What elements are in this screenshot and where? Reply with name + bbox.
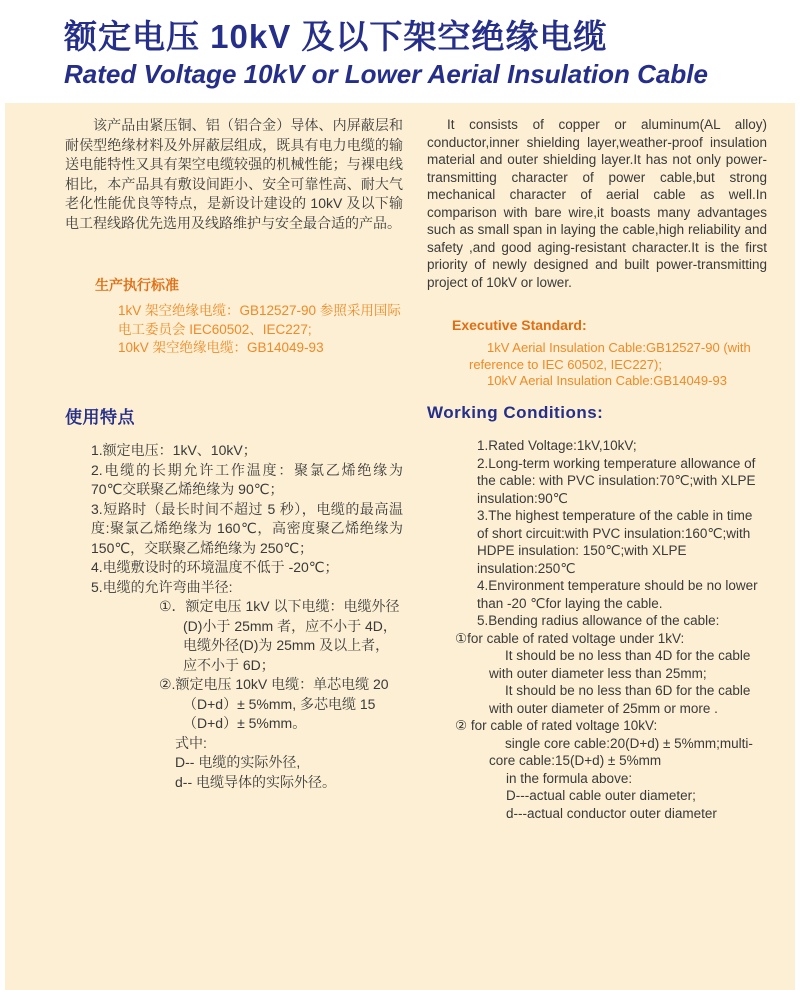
list-item: d-- 电缆导体的实际外径。 (175, 773, 336, 790)
working-conditions-list (427, 437, 767, 822)
page-title-english: Rated Voltage 10kV or Lower Aerial Insulation Cable (64, 58, 708, 89)
list-item: 2.Long-term working temperature allowance of the cable: with PVC insulation:70℃;with XLPE insulation:90℃ (477, 455, 756, 506)
standards-block-chinese (95, 275, 403, 358)
list-item: It should be no less than 6D for the cable with outer diameter of 25mm or more . (489, 683, 751, 716)
list-item: 10kV Aerial Insulation Cable:GB14049-93 (487, 373, 727, 388)
list-item: single core cable:20(D+d) ± 5%mm;multi-core cable:15(D+d) ± 5%mm (489, 735, 753, 768)
intro-paragraph-english: It consists of copper or aluminum(AL alloy) conductor,inner shielding layer,weather-proof insulation material and outer shielding layer.It has not only power-transmitting character of power cable,but strong mechanical character of aerial cable as well.In comparison with bare wire,it boasts many advantages such as small span in laying the cable,high reliability and safety ,and good aging-resistant character.It is the first priority of newly designed and built power-transmitting project of 10kV or lower. (427, 117, 767, 290)
page-header (0, 0, 800, 103)
list-item: D---actual cable outer diameter; (506, 788, 696, 803)
features-list-chinese (91, 441, 403, 792)
list-item: 3.短路时（最长时间不超过 5 秒），电缆的最高温度:聚氯乙烯绝缘为 160℃，高密度聚乙烯绝缘为 150℃，交联聚乙烯绝缘为 250℃； (91, 500, 403, 556)
features-heading-chinese: 使用特点 (65, 408, 135, 427)
intro-section-english (427, 116, 767, 403)
intro-paragraph-chinese: 该产品由紧压铜、铝（铝合金）导体、内屏蔽层和耐侯型绝缘材料及外屏蔽层组成，既具有电力电缆的输送电能特性又具有架空电缆较强的机械性能；与裸电线相比，本产品具有敷设间距小、安全可靠性高、耐大气老化性能优良等特点，是新设计建设的 10kV 及以下输电工程线路优先选用及线路维护与安全最合适的产品。 (65, 117, 403, 231)
list-item: 1kV Aerial Insulation Cable:GB12527-90 (with reference to IEC 60502, IEC227); (469, 340, 751, 372)
two-column-layout (65, 116, 767, 822)
list-item: 2.电缆的长期允许工作温度：聚氯乙烯绝缘为 70℃交联聚乙烯绝缘为 90℃； (91, 461, 403, 497)
standards-heading-chinese: 生产执行标准 (95, 277, 179, 293)
list-item: 5.Bending radius allowance of the cable: (477, 613, 720, 628)
list-item: 1.Rated Voltage:1kV,10kV; (477, 438, 637, 453)
standards-list-chinese (95, 302, 403, 358)
list-item: 4.电缆敷设时的环境温度不低于 -20℃； (91, 559, 339, 575)
list-item: D-- 电缆的实际外径, (175, 754, 301, 770)
list-item: It should be no less than 4D for the cable with outer diameter less than 25mm; (489, 648, 751, 681)
list-item: 10kV 架空绝缘电缆：GB14049-93 (118, 340, 324, 355)
list-item: ①．额定电压 1kV 以下电缆：电缆外径(D)小于 25mm 者，应不小于 4D，电缆外径(D)为 25mm 及以上者，应不小于 6D； (159, 598, 400, 673)
list-item: ② for cable of rated voltage 10kV: (455, 718, 658, 733)
list-item: d---actual conductor outer diameter (506, 805, 717, 821)
list-item: 4.Environment temperature should be no lower than -20 ℃for laying the cable. (477, 578, 758, 611)
list-item: 式中: (175, 734, 207, 751)
standards-heading-english: Executive Standard: (452, 317, 587, 333)
intro-section-chinese (65, 116, 403, 403)
list-item: 1kV 架空绝缘电缆：GB12527-90 参照采用国际电工委员会 IEC60502、IEC227; (118, 303, 401, 337)
working-conditions-heading: Working Conditions: (427, 403, 604, 422)
working-conditions-section (427, 403, 767, 822)
standards-block-english (452, 317, 767, 390)
content-panel (5, 103, 795, 990)
features-section-chinese (65, 403, 403, 822)
list-item: 5.电缆的允许弯曲半径: (91, 578, 233, 595)
list-item: in the formula above: (506, 770, 633, 786)
list-item: 3.The highest temperature of the cable in time of short circuit:with PVC insulation:160℃;with HDPE insulation: 150℃;with XLPE insulation:250℃ (477, 508, 753, 576)
page-title-chinese: 额定电压 10kV 及以下架空绝缘电缆 (64, 18, 608, 55)
list-item: 1.额定电压：1kV、10kV； (91, 442, 257, 458)
list-item: ①for cable of rated voltage under 1kV: (455, 630, 685, 646)
list-item: ②.额定电压 10kV 电缆：单芯电缆 20（D+d）± 5%mm, 多芯电缆 15（D+d）± 5%mm。 (159, 676, 389, 731)
standards-list-english (452, 340, 767, 390)
